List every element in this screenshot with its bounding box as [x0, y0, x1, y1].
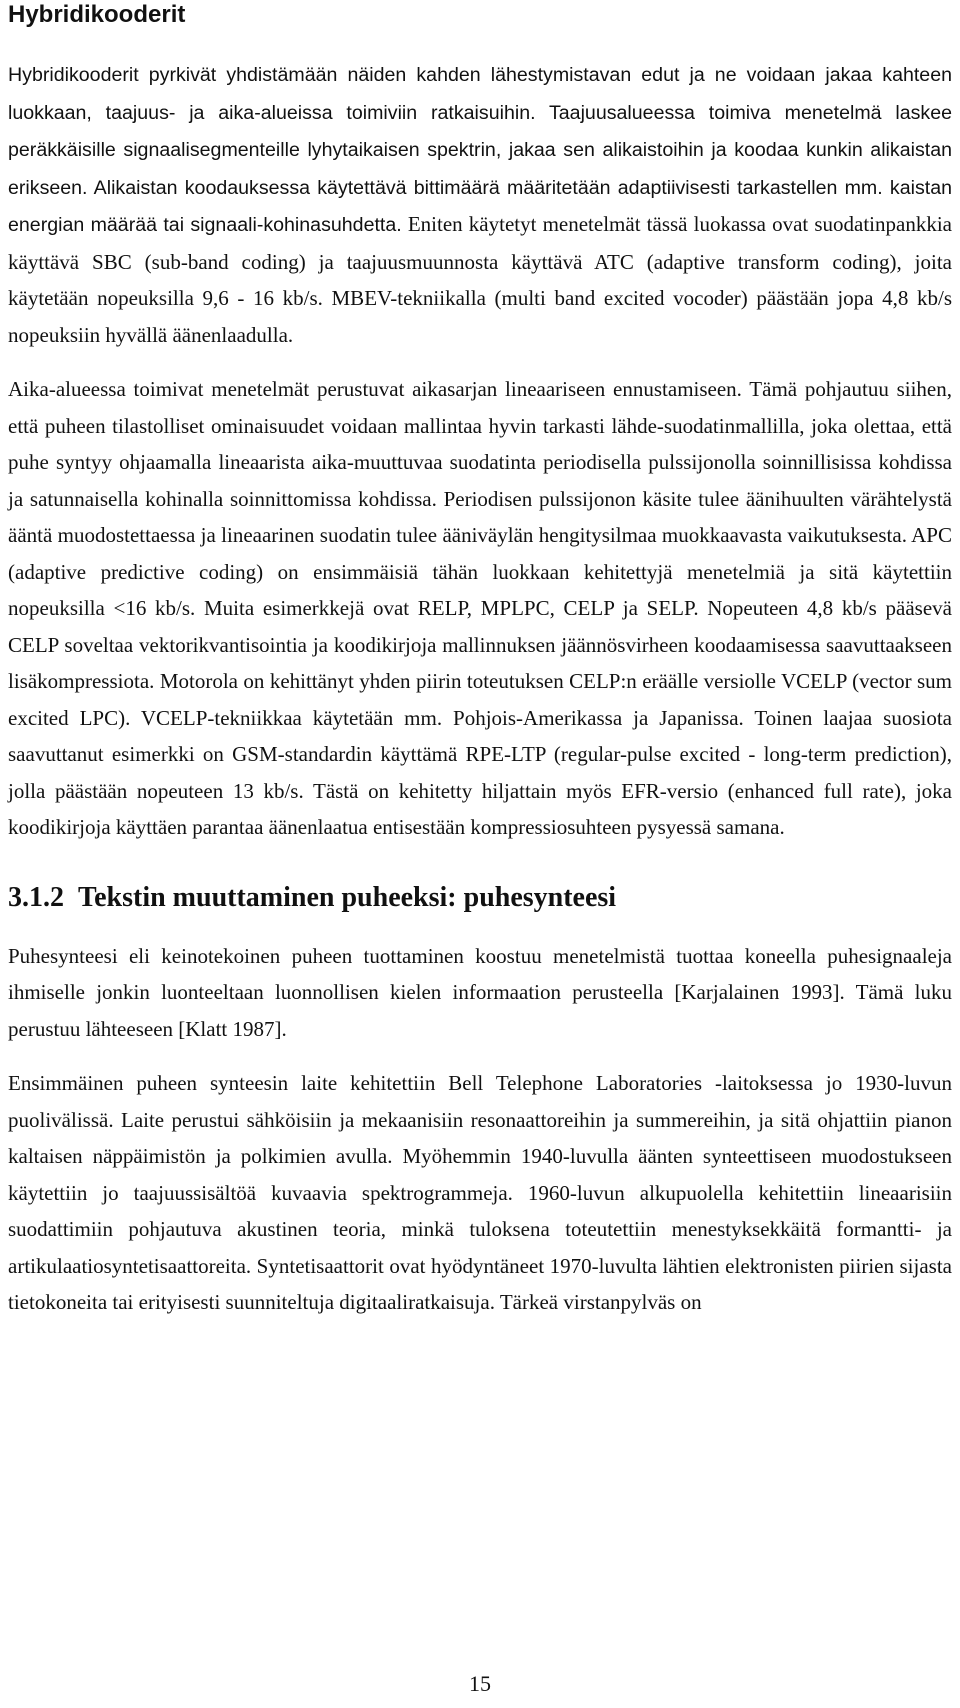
page-top-heading: Hybridikooderit	[8, 1, 186, 28]
paragraph-hybrid-coders-serif-part: Eniten käytetyt menetelmät tässä luokassa ovat suodatinpankkia käyttävä SBC (sub-band coding) ja taajuusmuunnosta käyttävä ATC (adaptive transform coding), joita käytetään nopeuksilla 9,6 - 16 kb/s. MBEV-tekniikalla (multi band excited vocoder) päästään jopa 4,8 kb/s nopeuksiin hyvällä äänenlaadulla.	[8, 212, 952, 347]
section-title: Tekstin muuttaminen puheeksi: puhesynteesi	[78, 881, 617, 913]
page-number: 15	[469, 1671, 491, 1696]
paragraph-speech-synthesis-history: Ensimmäinen puheen synteesin laite kehitettiin Bell Telephone Laboratories -laitoksessa jo 1930-luvun puolivälissä. Laite perustui sähköisiin ja mekaanisiin resonaattoreihin ja summereihin, ja sitä ohjattiin pianon kaltaisen näppäimistön ja polkimien avulla. Myöhemmin 1940-luvulla äänten synteettiseen muodostukseen käytettiin jo taajuussisältöä kuvaavia spektrogrammeja. 1960-luvun alkupuolella kehitettiin lineaarisiin suodattimiin pohjautuva akustinen teoria, minkä tuloksena toteutettiin menestyksekkäitä formantti- ja artikulaatiosyntetisaattoreita. Syntetisaattorit ovat hyödyntäneet 1970-luvulta lähtien elektronisten piirien sijasta tietokoneita tai erityisesti suunniteltuja digitaaliratkaisuja. Tärkeä virstanpylväs on	[8, 1071, 952, 1314]
paragraph-hybrid-coders-sans-part: Hybridikooderit pyrkivät yhdistämään näiden kahden lähestymistavan edut ja ne voidaan jakaa kahteen luokkaan, taajuus- ja aika-alueissa toimiviin ratkaisuihin. Taajuusalueessa toimiva menetelmä laskee peräkkäisille signaalisegmenteille lyhytaikaisen spektrin, jakaa sen alikaistoihin ja koodaa kunkin alikaistan erikseen. Alikaistan koodauksessa käytettävä bittimäärä määritetään adaptiivisesti tarkastellen mm. kaistan energian määrää tai signaali-kohinasuhdetta.	[8, 64, 952, 236]
paragraph-time-domain-methods: Aika-alueessa toimivat menetelmät perustuvat aikasarjan lineaariseen ennustamiseen. Tämä pohjautuu siihen, että puheen tilastolliset ominaisuudet voidaan mallintaa hyvin tarkasti lähde-suodatinmallilla, joka olettaa, että puhe syntyy ohjaamalla lineaarista aika-muuttuvaa suodatinta periodisella pulssijonolla soinnillisissa kohdissa ja satunnaisella kohinalla soinnittomissa kohdissa. Periodisen pulssijonon käsite tulee äänihuulten värähtelystä ääntä muodostettaessa ja lineaarinen suodatin tulee ääniväylän hengitysilmaa muokkaavasta vaikutuksesta. APC (adaptive predictive coding) on ensimmäisiä tähän luokkaan kehitettyjä menetelmiä ja sitä käytettiin nopeuksilla <16 kb/s. Muita esimerkkejä ovat RELP, MPLPC, CELP ja SELP. Nopeuteen 4,8 kb/s pääsevä CELP soveltaa vektorikvantisointia ja koodikirjoja mallinnuksen jäännösvirheen koodaamisessa saavuttaakseen lisäkompressiota. Motorola on kehittänyt yhden piirin toteutuksen CELP:n eräälle versiolle VCELP (vector sum excited LPC). VCELP-tekniikkaa käytetään mm. Pohjois-Amerikassa ja Japanissa. Toinen laajaa suosiota saavuttanut esimerkki on GSM-standardin käyttämä RPE-LTP (regular-pulse excited - long-term prediction), jolla päästään nopeuteen 13 kb/s. Tästä on kehitetty hiljattain myös EFR-versio (enhanced full rate), joka koodikirjoja käyttäen parantaa äänenlaatua entisestään kompressiosuhteen pysyessä samana.	[8, 377, 952, 839]
section-heading	[8, 880, 952, 916]
document-page	[8, 0, 952, 1321]
paragraph-speech-synthesis-intro: Puhesynteesi eli keinotekoinen puheen tuottaminen koostuu menetelmistä tuottaa koneella puhesignaaleja ihmiselle jonkin luonteeltaan luonnollisen kielen informaation perusteella [Karjalainen 1993]. Tämä luku perustuu lähteeseen [Klatt 1987].	[8, 943, 952, 1041]
section-number: 3.1.2	[8, 881, 64, 913]
paragraph-hybrid-coders	[8, 56, 952, 353]
